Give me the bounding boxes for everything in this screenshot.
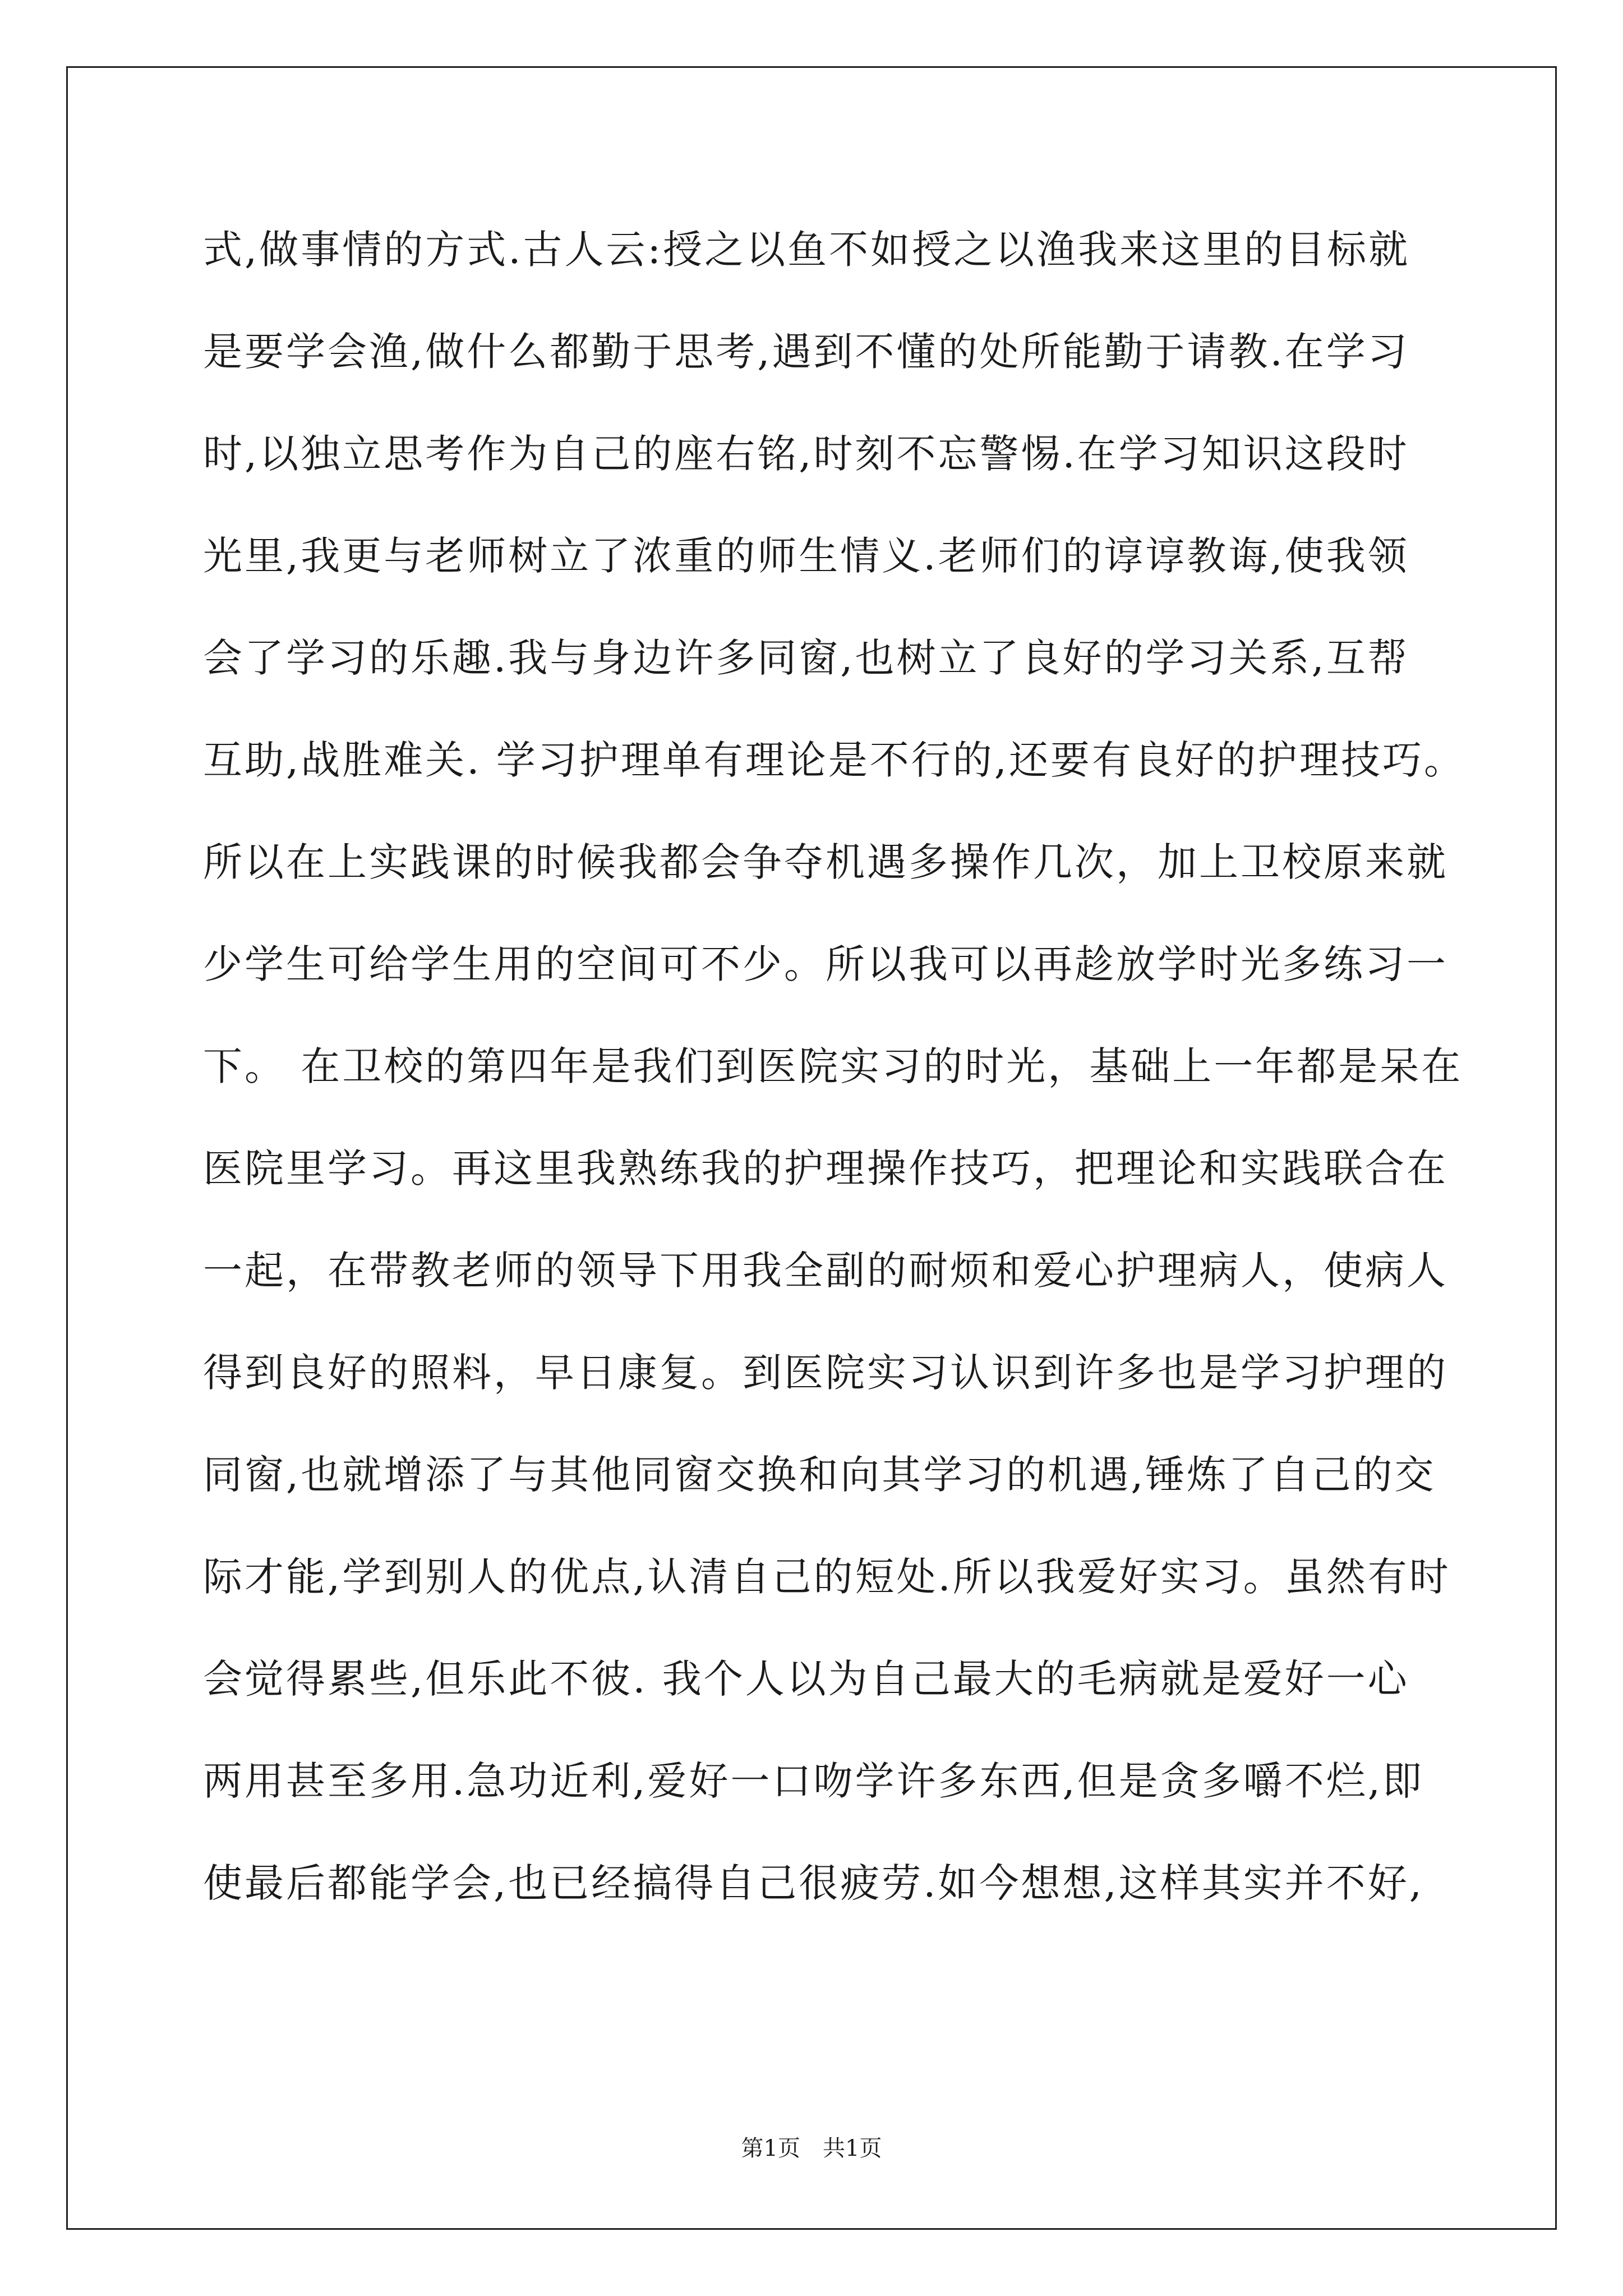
text-line: 医院里学习。再这里我熟练我的护理操作技巧，把理论和实践联合在 (203, 1145, 1448, 1191)
text-line: 同窗,也就增添了与其他同窗交换和向其学习的机遇,锤炼了自己的交 (203, 1452, 1436, 1498)
page-number: 第1页 共1页 (741, 2136, 882, 2161)
text-line: 光里,我更与老师树立了浓重的师生情义.老师们的谆谆教诲,使我领 (203, 533, 1409, 579)
text-line: 会了学习的乐趣.我与身边许多同窗,也树立了良好的学习关系,互帮 (203, 635, 1409, 681)
text-line: 际才能,学到别人的优点,认清自己的短处.所以我爱好实习。虽然有时 (203, 1554, 1451, 1600)
text-line: 得到良好的照料，早日康复。到医院实习认识到许多也是学习护理的 (203, 1350, 1448, 1396)
document-body (203, 216, 1466, 1952)
text-line: 少学生可给学生用的空间可不少。所以我可以再趁放学时光多练习一 (203, 941, 1448, 987)
text-line: 时,以独立思考作为自己的座右铭,时刻不忘警惕.在学习知识这段时 (203, 431, 1409, 477)
text-line: 使最后都能学会,也已经搞得自己很疲劳.如今想想,这样其实并不好, (203, 1860, 1424, 1906)
text-line: 是要学会渔,做什么都勤于思考,遇到不懂的处所能勤于请教.在学习 (203, 329, 1409, 375)
text-line: 所以在上实践课的时候我都会争夺机遇多操作几次，加上卫校原来就 (203, 839, 1448, 885)
text-line: 一起，在带教老师的领导下用我全副的耐烦和爱心护理病人，使病人 (203, 1248, 1448, 1294)
text-line: 式,做事情的方式.古人云:授之以鱼不如授之以渔我来这里的目标就 (203, 227, 1410, 273)
text-line: 会觉得累些,但乐此不彼. 我个人以为自己最大的毛病就是爱好一心 (203, 1656, 1409, 1702)
text-line: 两用甚至多用.急功近利,爱好一口吻学许多东西,但是贪多嚼不烂,即 (203, 1758, 1424, 1804)
text-line: 互助,战胜难关. 学习护理单有理论是不行的,还要有良好的护理技巧。 (203, 737, 1466, 783)
text-line: 下。 在卫校的第四年是我们到医院实习的时光，基础上一年都是呆在 (203, 1043, 1463, 1089)
